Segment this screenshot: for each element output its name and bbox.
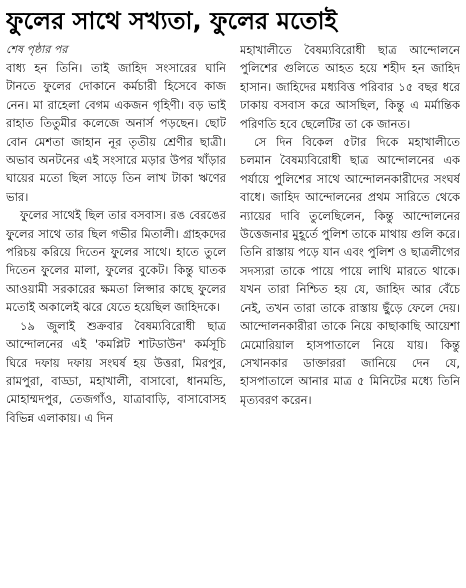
headline: ফুলের সাথে সখ্যতা, ফুলের মতোই <box>6 7 338 35</box>
continued-from-label: শেষ পৃষ্ঠার পর <box>6 43 68 56</box>
left-column <box>6 41 226 588</box>
paragraph: বাধ্য হন তিনি। তাই জাহিদ সংসারের ঘানি টানতে ফুলের দোকানে কর্মচারী হিসেবে কাজ নেন। মা রাহেলা বেগম একজন গৃহিণী। বড় ভাই রাহাত তিতুমীর কলেজে অনার্স পড়ছেন। ছোট বোন মেশতা জাহান নূর তৃতীয় শ্রেণীর ছাত্রী। অভাব অনটনের এই সংসারে মড়ার উপর খাঁড়ার ঘায়ের মতো ছিল সাড়ে তিন লাখ টাকা ঋণের ভার। <box>6 61 226 204</box>
paragraph: মহাখালীতে বৈষম্যবিরোধী ছাত্র আন্দোলনে পুলিশের গুলিতে আহত হয়ে শহীদ হন জাহিদ হাসান। জাহিদের মধ্যবিত্ত পরিবার ১৫ বছর ধরে ঢাকায় বসবাস করে আসছিল, কিন্তু এ মর্মান্তিক পরিণতি হবে ছেলেটির তা কে জানত। <box>240 43 460 131</box>
paragraph: ১৯ জুলাই শুক্রবার বৈষম্যবিরোধী ছাত্র আন্দোলনের এই 'কমপ্লিট শাটডাউন' কর্মসূচি ঘিরে দফায় দফায় সংঘর্ষ হয় উত্তরা, মিরপুর, রামপুরা, বাড্ডা, মহাখালী, বাসাবো, ধানমন্ডি, মোহাম্মদপুর, তেজগাঁও, যাত্রাবাড়ি, বাসাবোসহ বিভিন্ন এলাকায়। এ দিন <box>6 318 226 425</box>
article-body <box>6 41 460 588</box>
paragraph: ফুলের সাথেই ছিল তার বসবাস। রঙ বেরঙের ফুলের সাথে তার ছিল গভীর মিতালী। গ্রাহকদের পরিচয় করিয়ে দিতেন ফুলের সাথে। হাতে তুলে দিতেন ফুলের মালা, ফুলের বুকেট। কিন্তু ঘাতক আওয়ামী সরকারের ক্ষমতা লিপ্সার কাছে ফুলের মতোই অকালেই ঝরে যেতে হয়েছিল জাহিদকে। <box>6 208 226 315</box>
paragraph: সে দিন বিকেল ৫টার দিকে মহাখালীতে চলমান বৈষম্যবিরোধী ছাত্র আন্দোলনের এক পর্যায়ে পুলিশের সাথে আন্দোলনকারীদের সংঘর্ষ বাধে। জাহিদ আন্দোলনের প্রথম সারিতে থেকে ন্যায়ের দাবি তুলেছিলেন, কিন্তু আন্দোলনের উত্তেজনার মুহূর্তে পুলিশ তাকে মাথায় গুলি করে। তিনি রাস্তায় পড়ে যান এবং পুলিশ ও ছাত্রলীগের সদস্যরা তাকে পায়ে পায়ে লাথি মারতে থাকে। যখন তারা নিশ্চিত হয় যে, জাহিদ আর বেঁচে নেই, তখন তারা তাকে রাস্তায় ছুঁড়ে ফেলে দেয়। আন্দোলনকারীরা তাকে নিয়ে কাছাকাছি আয়েশা মেমোরিয়াল হাসপাতালে নিয়ে যায়। কিন্তু সেখানকার ডাক্তাররা জানিয়ে দেন যে, হাসপাতালে আনার মাত্র ৫ মিনিটের মধ্যে তিনি মৃত্যবরণ করেন। <box>240 135 460 407</box>
right-column <box>240 41 460 588</box>
